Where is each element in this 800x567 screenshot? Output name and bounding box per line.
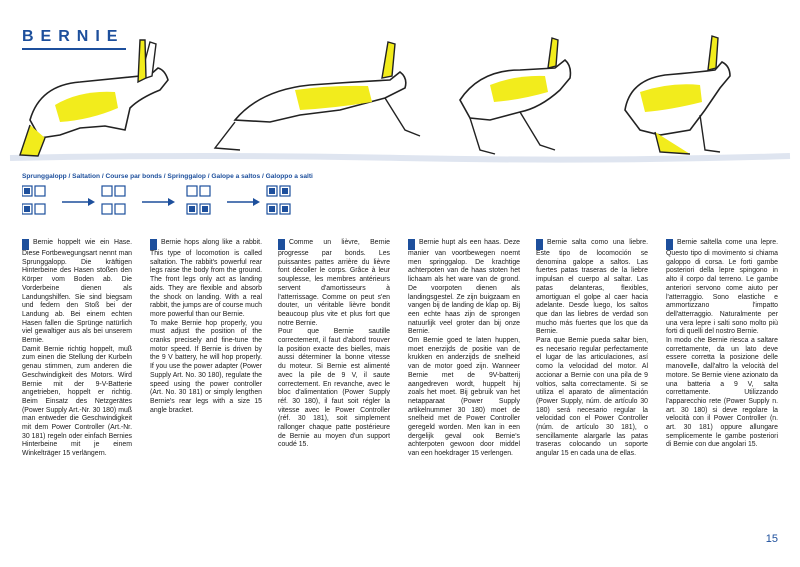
column-es — [536, 239, 648, 459]
foot-contact-fill — [189, 206, 195, 212]
column-es-paragraph-2: Para que Bernie pueda saltar bien, es necesario regular perfectamente el lugar de las articulaciones, así como la velocidad del motor. Al accionar a Bernie con una pila de 9 voltios, salta correctamente. Si se utiliza el aparato de alimentación (Power Supply, núm. de artículo 30 180) será necesario regular la velocidad con el Power Controller (núm. de artículo 30 181), o sencillamente alargarle las patas traseras colocando un soporte angular 15 en cada una de ellas. — [536, 337, 648, 458]
foot-contact-fill — [24, 188, 30, 194]
foot-contact-fill — [282, 206, 288, 212]
foot-contact-fill — [24, 206, 30, 212]
sequence-arrowhead — [88, 198, 95, 206]
column-de — [22, 239, 132, 459]
foot-square — [102, 204, 112, 214]
column-en — [150, 239, 262, 415]
rabbit-figure-3 — [460, 38, 570, 154]
column-nl — [408, 239, 520, 459]
column-it-paragraph-1: Bernie saltella come una lepre. Questo tipo di movimento si chiama galoppo di corsa. Le forti gambe posteriori della lepre spingono in alto il corpo dal terreno. Le gambe anteriori servono come aiuto per l'atterraggio. Sono elastiche e ammortizzano l'impatto dell'atterraggio. Naturalmente per una vera lepre i salti sono molto più forti di quelli del nostro Bernie. — [666, 239, 778, 336]
foot-contact-fill — [282, 188, 288, 194]
column-fr-paragraph-2: Pour que Bernie sautille correctement, il faut d'abord trouver la position exacte des bielles, mais aussi déterminer la bonne vitesse du moteur. Si Bernie est alimenté avec la pile de 9 V, il saute correctement. En revanche, avec le bloc d'alimentation (Power Supply réf. 30 180), il faut soit régler la vitesse avec le Power Controller (réf. 30 181), soit simplement rallonger chaque patte postérieure de Bernie au moyen d'un support coudé 15. — [278, 328, 390, 449]
sequence-arrowhead — [168, 198, 175, 206]
paragraph-marker — [150, 239, 157, 250]
rabbit-figure-1 — [20, 40, 168, 156]
paragraph-marker — [278, 239, 285, 250]
column-de-paragraph-2: Damit Bernie richtig hoppelt, muß zum einen die Stellung der Kurbeln genau stimmen, zum anderen die Geschwindigkeit des Motors. Wird Bernie mit der 9-V-Batterie angetrieben, hoppelt er richtig. Beim Einsatz des Netzgerätes (Power Supply Art.-Nr. 30 180) muß man entweder die Geschwindigkeit mit dem Power Controller (Art.-Nr. 30 181) regeln oder einfach Bernies Hinterbeine mit je einem Winkelträger 15 verlängern. — [22, 345, 132, 458]
paragraph-marker — [22, 239, 29, 250]
column-nl-paragraph-2: Om Bernie goed te laten huppen, moet enerzijds de positie van de krukken en anderzijds de snelheid van de motor goed zijn. Wanneer Bernie met de 9V-batterij aangedreven wordt, huppelt hij zoals het moet. Bij gebruik van het netapparaat (Power Supply artikelnummer 30 180) moet de snelheid met de Power Controller geregeld worden. Men kan in een dergelijk geval ook Bernie's achterpoten gewoon door middel van een hoekdrager 15 verlengen. — [408, 337, 520, 458]
paragraph-marker — [408, 239, 415, 250]
paragraph-marker — [536, 239, 543, 250]
foot-square — [187, 186, 197, 196]
foot-square — [102, 186, 112, 196]
page-number: 15 — [765, 533, 778, 545]
foot-square — [35, 204, 45, 214]
foot-square — [115, 204, 125, 214]
gait-label: Sprunggalopp / Saltation / Course par bonds / Springgalop / Galope a saltos / Galoppo a salti — [22, 173, 313, 180]
column-es-paragraph-1: Bernie salta como una liebre. Este tipo de locomoción se denomina galope a saltos. Las fuertes patas traseras de la liebre impulsan el cuerpo al saltar. Las patas delanteras, flexibles, amortiguan el golpe al caer hacia adelante. Desde luego, los saltos que dan las liebres de verdad son mucho más fuertes que los que da Bernie. — [536, 239, 648, 336]
rabbit-figure-2 — [215, 42, 420, 150]
footfall-sequence-diagram — [22, 184, 782, 220]
column-fr — [278, 239, 390, 450]
paragraph-marker — [666, 239, 673, 250]
foot-contact-fill — [202, 206, 208, 212]
column-en-paragraph-2: To make Bernie hop properly, you must adjust the position of the cranks precisely and fine-tune the motor speed. If Bernie is driven by the 9 V battery, he will hop properly. If you use the power adapter (Power Supply Art. No. 30 180), regulate the speed using the power controller (Art. No. 30 181) or simply lengthen Bernie's rear legs with a size 15 angle bracket. — [150, 319, 262, 414]
column-de-paragraph-1: Bernie hoppelt wie ein Hase. Diese Fortbewegungsart nennt man Sprunggalopp. Die kräftigen Hinterbeine des Hasen stoßen den Körper vom Boden ab. Die Vorderbeine dienen als Landungshilfen. Sie sind biegsam und federn den Stoß bei der Landung ab. Bei einem echten Hasen fallen die Sprünge natürlich viel gewaltiger aus als bei unserem Bernie. — [22, 239, 132, 345]
foot-contact-fill — [269, 188, 275, 194]
column-nl-paragraph-1: Bernie hupt als een haas. Deze manier van voortbewegen noemt men springgalop. De krachtige achterpoten van de haas stoten het lichaam als het ware van de grond. De voorpoten dienen als landingsgestel. Ze zijn buigzaam en vangen bij de landing de klap op. Bij een echte haas zijn de sprongen natuurlijk veel groter dan bij onze Bernie. — [408, 239, 520, 336]
page-title: BERNIE — [22, 28, 125, 45]
column-fr-paragraph-1: Comme un lièvre, Bernie progresse par bonds. Les puissantes pattes arrière du lièvre font décoller le corps. Grâce à leur souplesse, les membres antérieurs servent d'amortisseurs à l'atterrissage. Comme on peut s'en douter, un véritable lièvre bondit beaucoup plus vite et plus fort que notre Bernie. — [278, 239, 390, 327]
foot-square — [200, 186, 210, 196]
column-en-paragraph-1: Bernie hops along like a rabbit. This type of locomotion is called saltation. The rabbit's powerful rear legs raise the body from the ground. The front legs only act as landing aids. They are flexible and absorb the shock on landing. With a real rabbit, the jumps are of course much more powerful than our Bernie. — [150, 239, 262, 318]
foot-contact-fill — [269, 206, 275, 212]
foot-square — [115, 186, 125, 196]
rabbit-gait-illustration — [0, 30, 800, 170]
sequence-arrowhead — [253, 198, 260, 206]
column-it-paragraph-2: In modo che Bernie riesca a saltare correttamente, da un lato deve essere corretta la posizione delle manovelle, dall'altro la velocità del motore. Se Bernie viene azionato da una batteria a 9 V, salta correttamente. Utilizzando l'apparecchio rete (Power Supply n. art. 30 180) si deve regolare la velocità con il Power Controller (n. art. 30 181) oppure allungare semplicemente le gambe posteriori di Bernie con due angolari 15. — [666, 337, 778, 449]
column-it — [666, 239, 778, 450]
rabbit-figure-4 — [625, 36, 730, 154]
foot-square — [35, 186, 45, 196]
ground-line — [10, 156, 790, 160]
